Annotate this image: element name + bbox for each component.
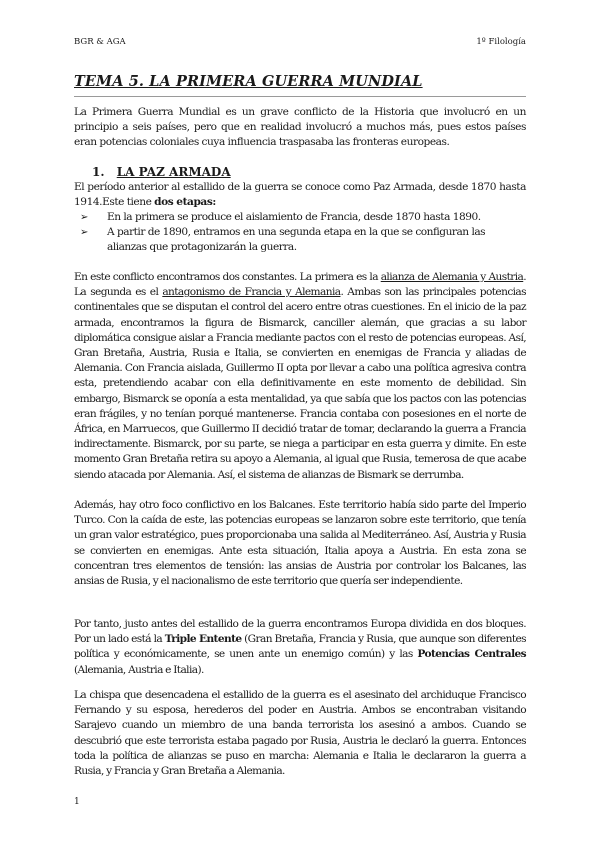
list-item: [80, 225, 526, 255]
page-number: 1: [74, 797, 80, 807]
header-course: 1º Filología: [476, 37, 526, 47]
triple-entente-bold: Triple Entente: [164, 633, 242, 646]
section-heading: [92, 165, 231, 179]
chispa-paragraph: La chispa que desencadena el estallido de la guerra es el asesinato del archiduque Francisco Fernando y su esposa, herederos del poder en Austria. Ambos se encontraban visitando Sarajevo cuando un miembro de una banda terrorista los asesinó a ambos. Cuando se descubrió que este terrorista estaba pagado por Rusia, Austria le declaró la guerra. Entonces toda la política de alianzas se puso en marcha: Alemania e Italia le declararon la guerra a Rusia, y Francia y Gran Bretaña a Alemania.: [74, 689, 526, 778]
paz-armada-paragraph: [74, 180, 526, 210]
page-title: TEMA 5. LA PRIMERA GUERRA MUNDIAL: [74, 73, 423, 90]
section-title: LA PAZ ARMADA: [116, 165, 231, 179]
paz-armada-bold: dos etapas:: [154, 196, 216, 209]
list-item-text: A partir de 1890, entramos en una segunda etapa en la que se configuran las alianzas que protagonizarán la guerra.: [107, 226, 486, 254]
balcanes-paragraph: Además, hay otro foco conflictivo en los Balcanes. Este territorio había sido parte del Imperio Turco. Con la caída de este, las potencias europeas se lanzaron sobre este territorio, que tenía un gran valor estratégico, pues proporcionaba una salida al Mediterráneo. Así, Austria y Rusia se convierten en enemigas. Ante esta situación, Italia apoya a Austria. En esta zona se concentran tres elementos de tensión: las ansias de Austria por controlar los Balcanes, las ansias de Rusia, y el nacionalismo de este territorio que quería ser independiente.: [74, 499, 526, 588]
alianza-underlined: alianza de Alemania y Austria: [380, 271, 524, 283]
bloques-paragraph: [74, 617, 526, 678]
bloques-text-2: (Gran Bretaña, Francia y Rusia, que aunque son diferentes política y económicamente, se unen ante un enemigo común) y las: [74, 633, 526, 661]
constantes-paragraph: [74, 270, 526, 483]
constantes-text-1: En este conflicto encontramos dos constantes. La primera es la: [74, 271, 381, 283]
bloques-text-3: (Alemania, Austria e Italia).: [74, 663, 204, 676]
arrow-bullet-icon: ➢: [80, 212, 88, 223]
etapas-list: [80, 210, 526, 256]
potencias-centrales-bold: Potencias Centrales: [417, 648, 526, 661]
antagonismo-underlined: antagonismo de Francia y Alemania: [162, 286, 341, 299]
section-number: 1.: [92, 165, 105, 179]
title-divider: [74, 96, 526, 97]
list-item: [80, 210, 526, 225]
paz-armada-text: El período anterior al estallido de la guerra se conoce como Paz Armada, desde 1870 hasta 1914.Este tiene: [74, 181, 526, 209]
constantes-text-3: . Ambas son las principales potencias continentales que se disputan el control del acero entre otras cuestiones. En el inicio de la paz armada, encontramos la figura de Bismarck, canciller alemán, que gracias a su labor diplomática consigue aislar a Francia mediante pactos con el resto de potencias europeas. Así, Gran Bretaña, Austria, Rusia e Italia, se convierten en enemigas de Francia y aliadas de Alemania. Con Francia aislada, Guillermo II opta por llevar a cabo una política agresiva contra esta, pretendiendo acabar con ella definitivamente en este momento de debilidad. Sin embargo, Bismarck se oponía a esta mentalidad, ya que sabía que los pactos con las potencias eran frágiles, y no tenían porqué mantenerse. Francia contaba con posesiones en el norte de África, en Marruecos, que Guillermo II decidió tratar de tomar, declarando la guerra a Francia indirectamente. Bismarck, por su parte, se niega a participar en esta guerra y dimite. En este momento Gran Bretaña retira su apoyo a Alemania, al igual que Rusia, temerosa de que acabe siendo atacada por Alemania. Así, el sistema de alianzas de Bismark se derrumba.: [74, 286, 526, 481]
list-item-text: En la primera se produce el aislamiento de Francia, desde 1870 hasta 1890.: [107, 211, 481, 223]
arrow-bullet-icon: ➢: [80, 227, 88, 239]
intro-paragraph: La Primera Guerra Mundial es un grave conflicto de la Historia que involucró en un principio a seis países, pero que en realidad involucró a muchos más, pues estos países eran potencias coloniales cuya influencia traspasaba las fronteras europeas.: [74, 106, 526, 149]
header-author: BGR & AGA: [74, 37, 126, 47]
bloques-text-1: Por tanto, justo antes del estallido de la guerra encontramos Europa dividida en dos bloques. Por un lado está la: [74, 618, 526, 646]
constantes-text-2: . La segunda es el: [74, 271, 527, 299]
